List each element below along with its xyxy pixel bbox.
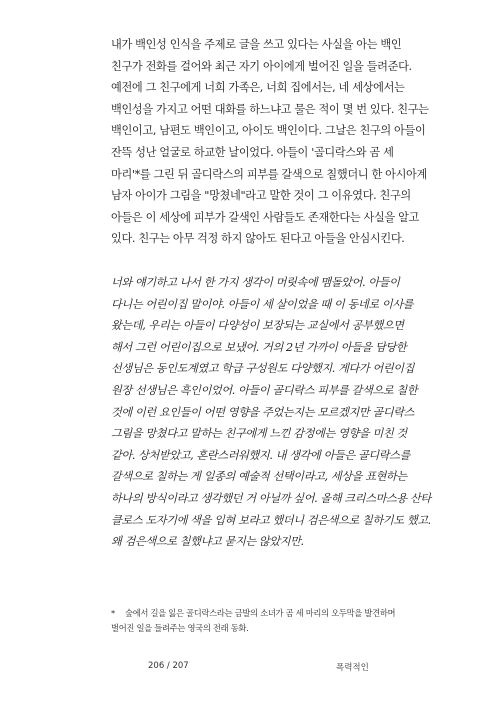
text-line: 원장 선생님은 흑인이었어. 아들이 골디락스 피부를 갈색으로 칠한 xyxy=(111,383,418,397)
text-line: 내가 백인성 인식을 주제로 글을 쓰고 있다는 사실을 아는 백인 xyxy=(111,38,402,51)
text-line: 백인이고, 남편도 백인이고, 아이도 백인이다. 그날은 친구의 아들이 xyxy=(111,124,426,138)
text-line: 있다. 친구는 아무 걱정 하지 않아도 된다고 아들을 안심시킨다. xyxy=(111,232,405,246)
text-line: 백인성을 가지고 어떤 대화를 하느냐고 물은 적이 몇 번 있다. 친구는 xyxy=(111,102,429,116)
text-line: 갈색으로 칠하는 게 일종의 예술적 선택이라고, 세상을 표현하는 xyxy=(111,470,407,484)
text-line: 해서 그런 어린이집으로 보냈어. 거의 2년 가까이 아들을 담당한 xyxy=(111,340,407,354)
text-line: 마리'*를 그린 뒤 골디락스의 피부를 갈색으로 칠했더니 한 아시아계 xyxy=(111,167,427,181)
text-line: 선생님은 동인도계였고 학급 구성원도 다양했지. 게다가 어린이집 xyxy=(111,362,415,376)
footnote-line: 벌어진 일을 들려주는 영국의 전래 동화. xyxy=(111,623,249,633)
text-line: 아들은 이 세상에 피부가 갈색인 사람들도 존재한다는 사실을 알고 xyxy=(111,210,419,224)
text-line: 친구가 전화를 걸어와 최근 자기 아이에게 벌어진 일을 들려준다. xyxy=(111,59,412,73)
footnote-marker: * xyxy=(111,608,115,618)
text-line: 왜 검은색으로 칠했냐고 묻지는 않았지만. xyxy=(111,535,304,549)
text-line: 너와 얘기하고 나서 한 가지 생각이 머릿속에 맴돌았어. 아들이 xyxy=(111,276,400,289)
footnote-line xyxy=(111,606,411,621)
text-line: 잔뜩 성난 얼굴로 하교한 날이었다. 아들이 '골디락스와 곰 세 xyxy=(111,145,394,159)
text-line: 그림을 망쳤다고 말하는 친구에게 느낀 감정에는 영향을 미친 것 xyxy=(111,427,407,441)
text-line: 왔는데, 우리는 아들이 다양성이 보장되는 교실에서 공부했으면 xyxy=(111,319,404,333)
text-line: 다니는 어린이집 말이야. 아들이 세 살이었을 때 이 동네로 이사를 xyxy=(111,297,414,311)
text-line: 하나의 방식이라고 생각했던 거 아닐까 싶어. 올해 크리스마스용 산타 xyxy=(111,491,431,505)
footnote-text: 숲에서 길을 잃은 골디락스라는 금발의 소녀가 곰 세 마리의 오두막을 발견하며 xyxy=(125,608,396,618)
text-line: 것에 이런 요인들이 어떤 영향을 주었는지는 모르겠지만 골디락스 xyxy=(111,405,415,419)
text-line: 같아. 상처받았고, 혼란스러워했지. 내 생각에 아들은 골디락스를 xyxy=(111,448,410,462)
paragraph-2-quote xyxy=(111,272,431,553)
footnote xyxy=(111,606,411,636)
text-line: 예전에 그 친구에게 너희 가족은, 너희 집에서는, 네 세상에서는 xyxy=(111,81,405,95)
running-head: 폭력적인 xyxy=(336,663,369,673)
text-line: 남자 아이가 그림을 "망쳤네"라고 말한 것이 그 이유였다. 친구의 xyxy=(111,189,411,203)
page-number: 206 / 207 xyxy=(148,661,189,671)
paragraph-1 xyxy=(111,34,429,250)
text-line: 클로스 도자기에 색을 입혀 보라고 했더니 검은색으로 칠하기도 했고. xyxy=(111,513,431,527)
